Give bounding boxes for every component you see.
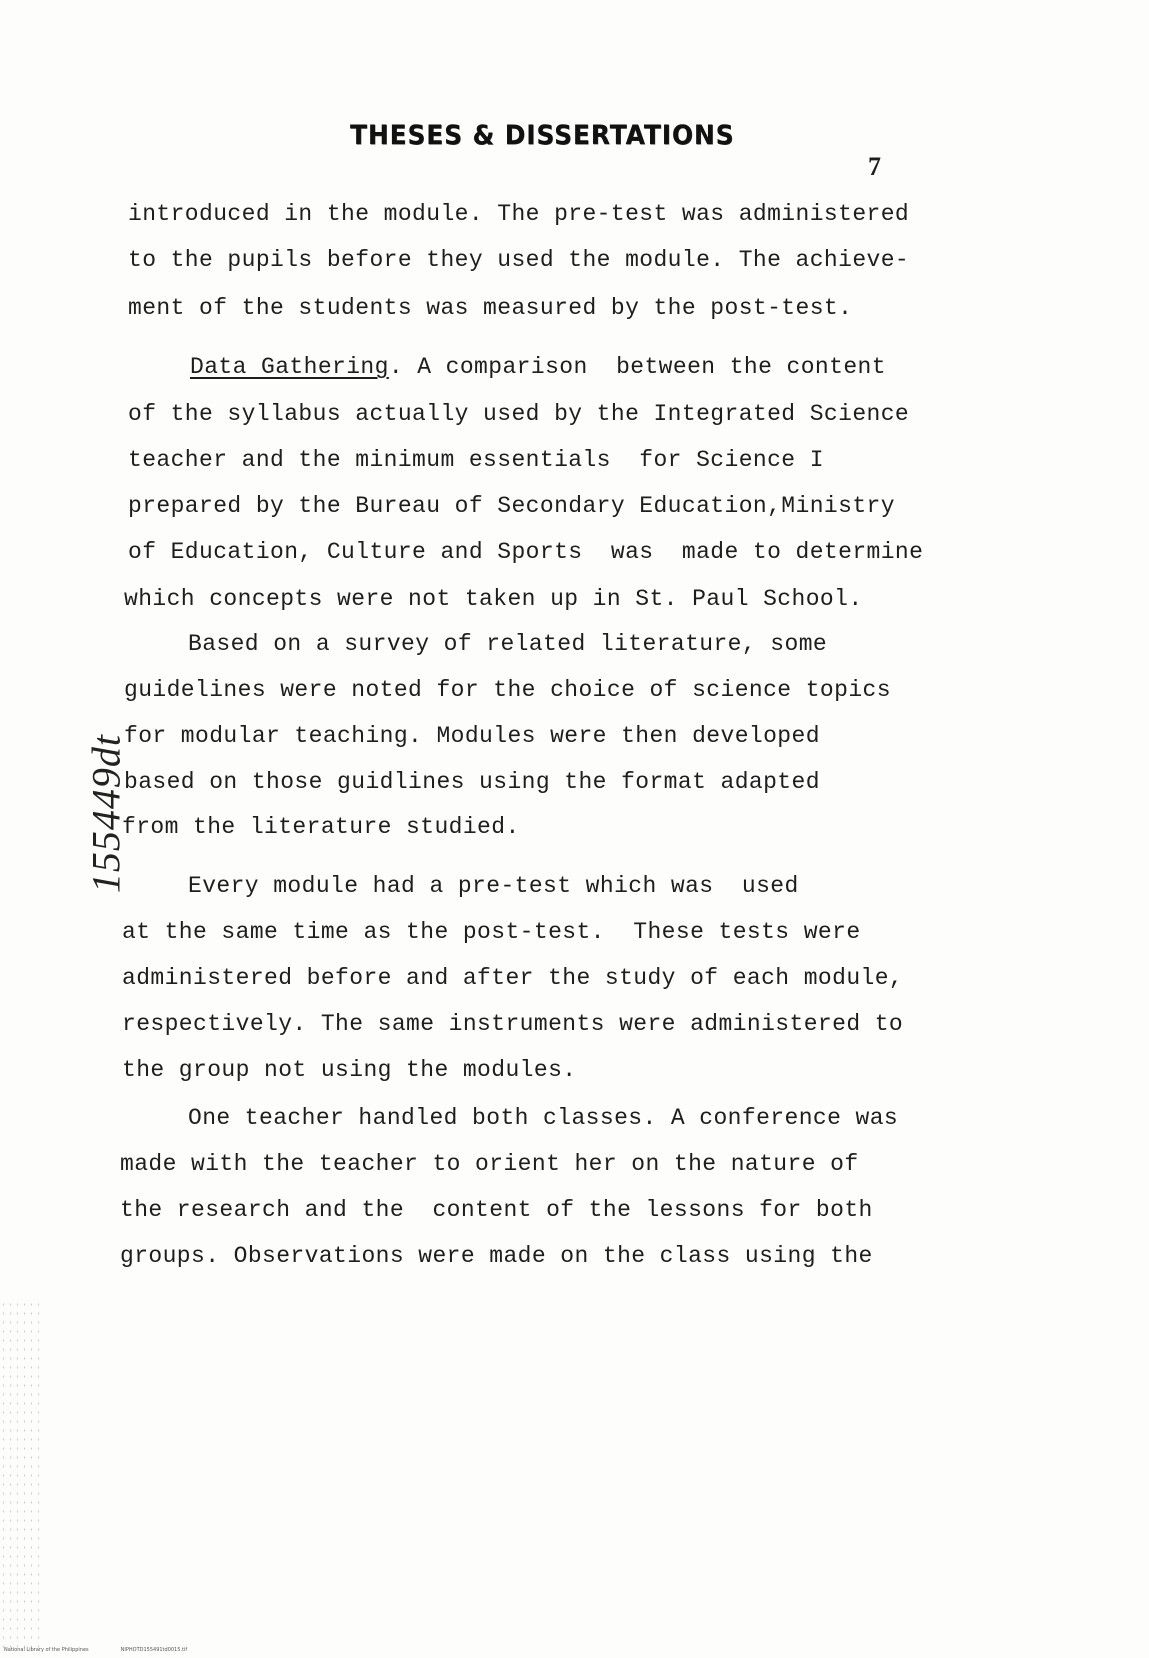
text-line: which concepts were not taken up in St. Paul School. xyxy=(124,586,863,612)
text-line: ment of the students was measured by the post-test. xyxy=(128,295,853,321)
text-line: from the literature studied. xyxy=(122,814,520,840)
text-line: the group not using the modules. xyxy=(122,1057,577,1083)
scan-noise xyxy=(0,1300,40,1650)
library-credit: National Library of the Philippines xyxy=(4,1647,89,1653)
text-line: prepared by the Bureau of Secondary Education,Ministry xyxy=(128,493,895,519)
text-line: of the syllabus actually used by the Integrated Science xyxy=(128,401,910,427)
text-line: Based on a survey of related literature, some xyxy=(188,631,828,657)
text-line: the research and the content of the lessons for both xyxy=(120,1197,873,1223)
text-line: made with the teacher to orient her on the nature of xyxy=(120,1151,859,1177)
text-line: for modular teaching. Modules were then developed xyxy=(124,723,820,749)
handwritten-accession-number: 155449dt xyxy=(83,733,129,894)
text-line: guidelines were noted for the choice of science topics xyxy=(124,677,891,703)
text-line: Every module had a pre-test which was used xyxy=(188,873,799,899)
section-heading-data-gathering: Data Gathering xyxy=(190,354,389,380)
text-line: teacher and the minimum essentials for Science I xyxy=(128,447,824,473)
page-number: 7 xyxy=(868,152,881,181)
text-line: introduced in the module. The pre-test was administered xyxy=(128,201,910,227)
text-line: of Education, Culture and Sports was made to determine xyxy=(128,539,924,565)
file-identifier: NIPHOTD155491td0015.tif xyxy=(120,1647,188,1653)
section-heading-line xyxy=(190,353,886,381)
section-heading-continuation: . A comparison between the content xyxy=(388,354,886,380)
text-line: administered before and after the study of each module, xyxy=(122,965,904,991)
theses-dissertations-stamp: THESES & DISSERTATIONS xyxy=(350,120,735,151)
text-line: to the pupils before they used the module. The achieve- xyxy=(128,247,910,273)
text-line: at the same time as the post-test. These tests were xyxy=(122,919,861,945)
text-line: One teacher handled both classes. A conference was xyxy=(188,1105,899,1131)
text-line: respectively. The same instruments were administered to xyxy=(122,1011,904,1037)
scan-footer xyxy=(4,1647,187,1653)
text-line: based on those guidlines using the format adapted xyxy=(124,769,820,795)
text-line: groups. Observations were made on the class using the xyxy=(120,1243,873,1269)
